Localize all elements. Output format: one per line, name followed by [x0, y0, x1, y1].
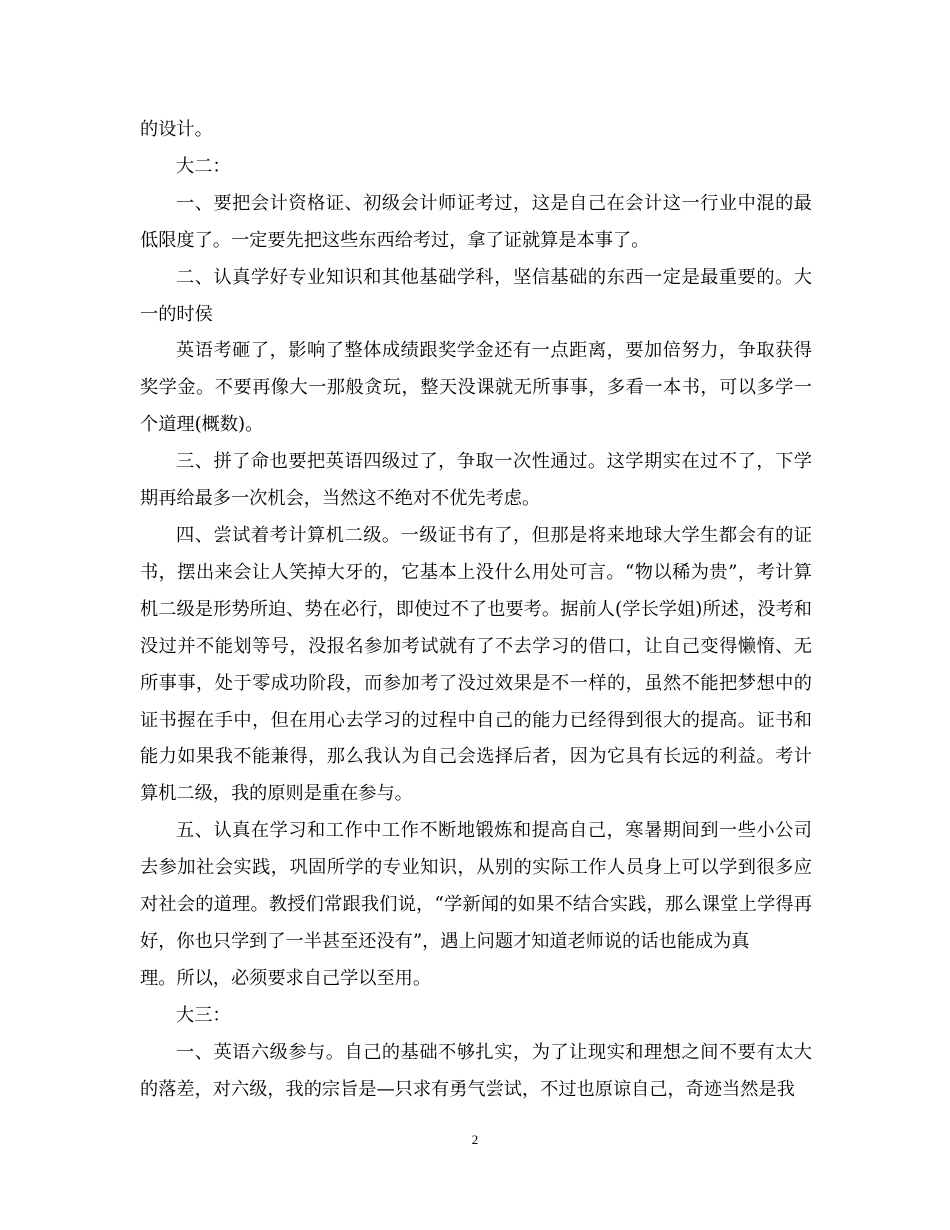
paragraph: 一、要把会计资格证、初级会计师证考过，这是自己在会计这一行业中混的最低限度了。一定要先把这些东西给考过，拿了证就算是本事了。: [140, 192, 812, 251]
paragraph: 五、认真在学习和工作中工作不断地锻炼和提高自己，寒暑期间到一些小公司去参加社会实践，巩固所学的专业知识，从别的实际工作人员身上可以学到很多应对社会的道理。教授们常跟我们说，“学新闻的如果不结合实践，那么课堂上学得再好，你也只学到了一半甚至还没有”，遇上问题才知道老师说的话也能成为真: [140, 820, 812, 952]
section-heading: 大三：: [176, 1004, 231, 1026]
paragraph: 二、认真学好专业知识和其他基础学科，坚信基础的东西一定是最重要的。大一的时侯: [140, 266, 812, 325]
page-number: 2: [471, 1132, 479, 1147]
section-heading: 大二：: [176, 155, 231, 177]
paragraph: 英语考砸了，影响了整体成绩跟奖学金还有一点距离，要加倍努力，争取获得奖学金。不要再像大一那般贪玩，整天没课就无所事事，多看一本书，可以多学一个道理(概数)。: [140, 340, 812, 436]
document-body: [140, 112, 812, 1108]
paragraph: 三、拼了命也要把英语四级过了，争取一次性通过。这学期实在过不了，下学期再给最多一次机会，当然这不绝对不优先考虑。: [140, 451, 812, 510]
paragraph: 理。所以，必须要求自己学以至用。: [140, 967, 432, 989]
paragraph: 一、英语六级参与。自己的基础不够扎实，为了让现实和理想之间不要有太大的落差，对六级，我的宗旨是—只求有勇气尝试，不过也原谅自己，奇迹当然是我: [140, 1041, 812, 1100]
paragraph: 四、尝试着考计算机二级。一级证书有了，但那是将来地球大学生都会有的证书，摆出来会让人笑掉大牙的，它基本上没什么用处可言。“物以稀为贵”，考计算机二级是形势所迫、势在必行，即使过不了也要考。据前人(学长学姐)所述，没考和没过并不能划等号，没报名参加考试就有了不去学习的借口，让自己变得懒惰、无所事事，处于零成功阶段，而参加考了没过效果是不一样的，虽然不能把梦想中的证书握在手中，但在用心去学习的过程中自己的能力已经得到很大的提高。证书和能力如果我不能兼得，那么我认为自己会选择后者，因为它具有长远的利益。考计算机二级，我的原则是重在参与。: [140, 524, 812, 805]
paragraph: 的设计。: [140, 119, 213, 140]
